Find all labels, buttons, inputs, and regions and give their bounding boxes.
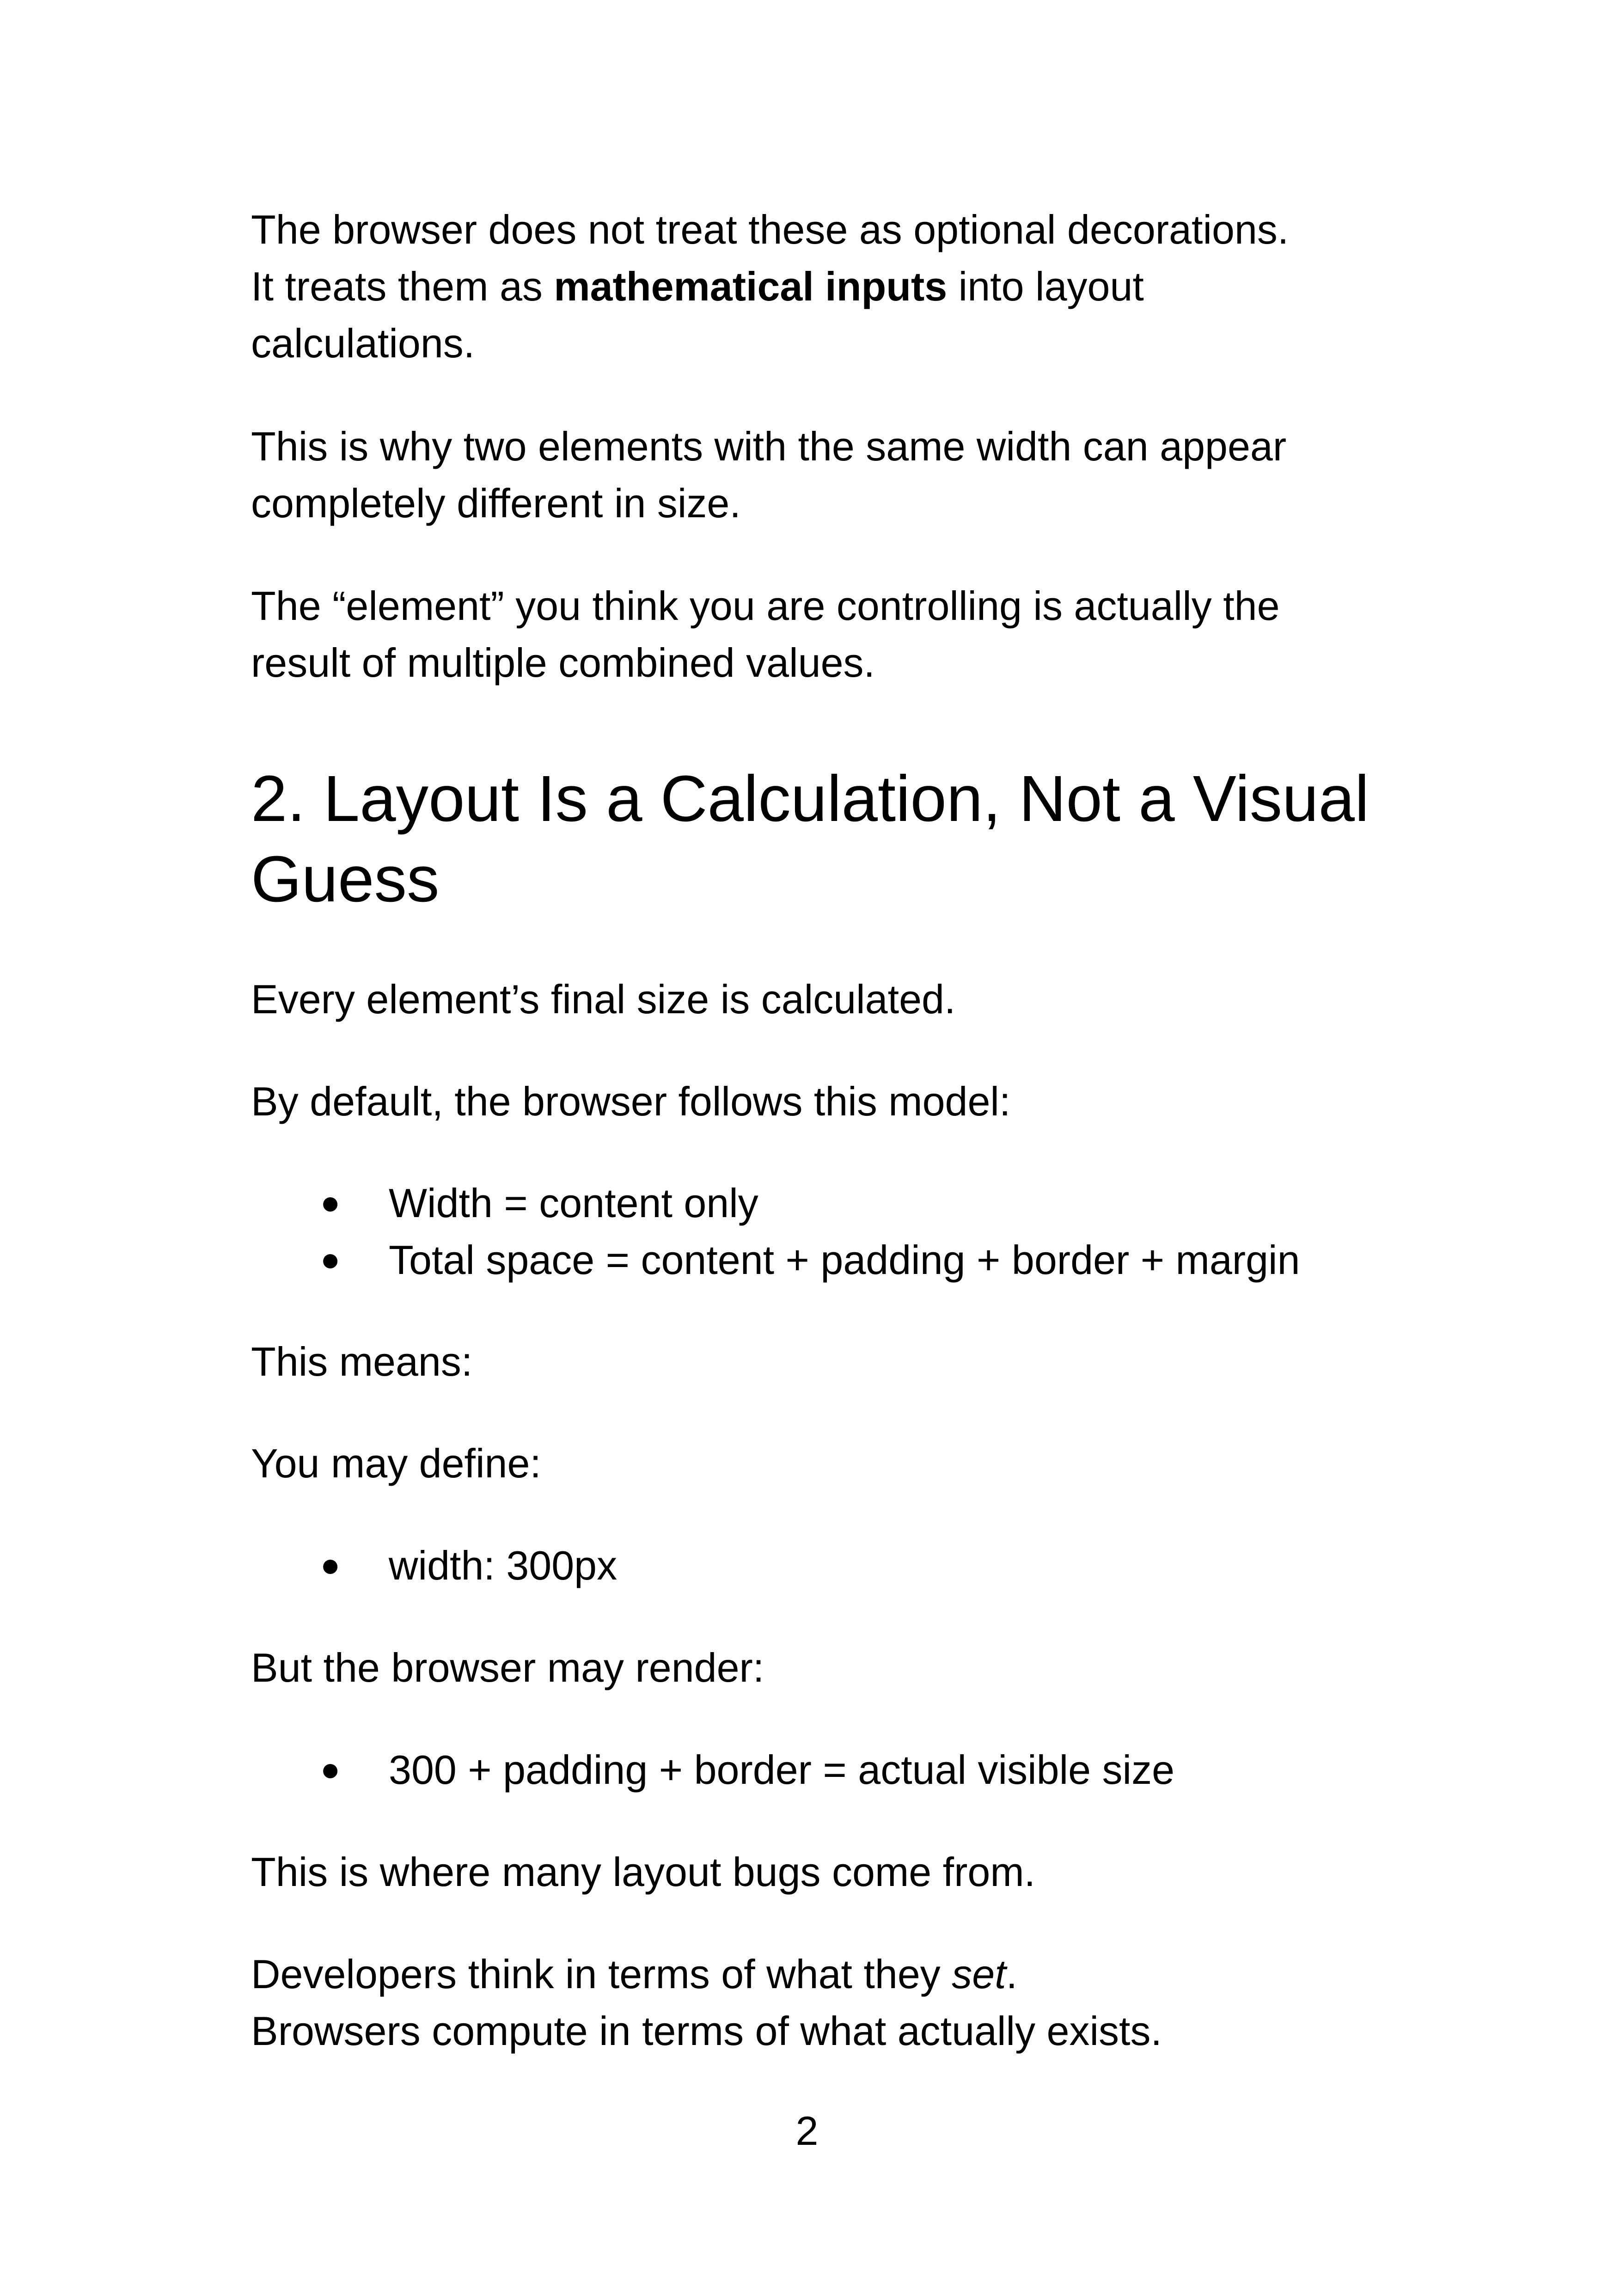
browser-render-paragraph: But the browser may render: (251, 1645, 764, 1690)
section-heading: 2. Layout Is a Calculation, Not a Visual Guess (251, 762, 1369, 915)
italic-set: set (952, 1951, 1006, 1997)
define-list (251, 1537, 617, 1594)
same-width-paragraph: This is why two elements with the same width can appear completely different in size. (251, 423, 1287, 526)
default-model-paragraph: By default, the browser follows this model: (251, 1078, 1011, 1124)
list-item: ● Width = content only (251, 1175, 1300, 1231)
list-item: ● width: 300px (251, 1537, 617, 1594)
element-paragraph: The “element” you think you are controlling is actually the result of multiple combined values. (251, 583, 1280, 686)
bullet-icon: ● (320, 1184, 341, 1221)
bullet-icon: ● (320, 1547, 341, 1584)
document-page (251, 0, 1388, 2296)
developers-paragraph (251, 1946, 1162, 2059)
intro-line-3: calculations. (251, 320, 475, 366)
bugs-paragraph: This is where many layout bugs come from. (251, 1849, 1036, 1895)
browsers-line: Browsers compute in terms of what actually exists. (251, 2008, 1162, 2054)
intro-line-2: It treats them as mathematical inputs into layout (251, 263, 1144, 309)
bold-mathematical-inputs: mathematical inputs (554, 263, 948, 309)
render-list (251, 1741, 1174, 1798)
intro-line-1: The browser does not treat these as optional decorations. (251, 207, 1289, 252)
page-number: 2 (795, 2108, 819, 2154)
this-means-paragraph: This means: (251, 1339, 473, 1384)
final-size-paragraph: Every element’s final size is calculated. (251, 976, 956, 1022)
list-item: ● 300 + padding + border = actual visible size (251, 1741, 1174, 1798)
intro-paragraph (251, 201, 1289, 372)
you-may-define-paragraph: You may define: (251, 1440, 541, 1486)
list-item: ● Total space = content + padding + border + margin (251, 1231, 1300, 1288)
developers-line: Developers think in terms of what they set. (251, 1951, 1018, 1997)
bullet-icon: ● (320, 1751, 341, 1788)
bullet-icon: ● (320, 1241, 341, 1278)
model-list (251, 1175, 1300, 1288)
